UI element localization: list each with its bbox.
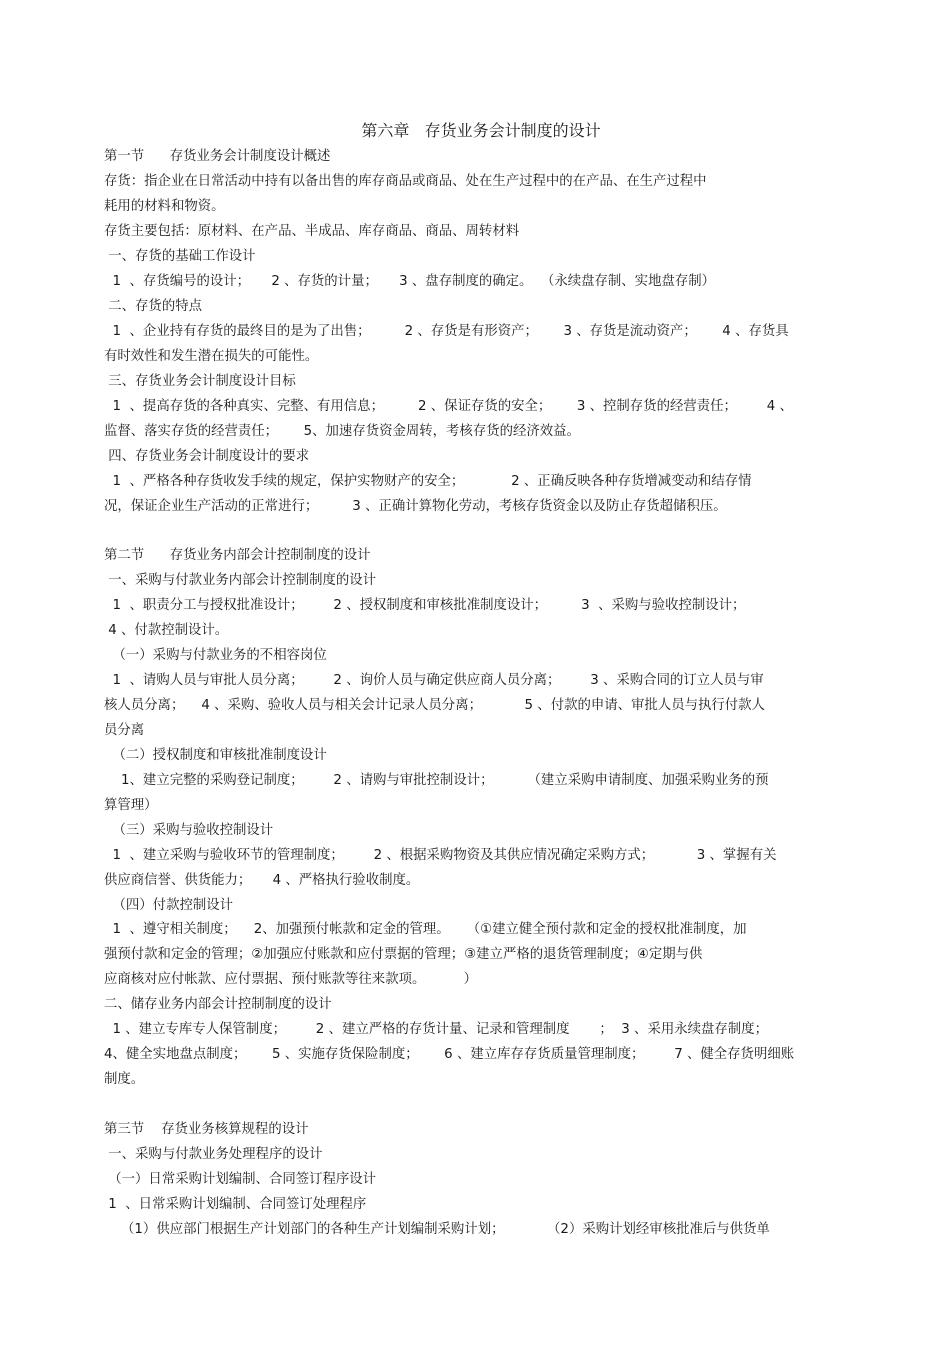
subheading: 一、存货的基础工作设计 xyxy=(104,249,256,264)
text-line: 1 、请购人员与审批人员分离； 2 、询价人员与确定供应商人员分离； 3 、采购合同的订立人员与审 xyxy=(104,673,764,688)
text-line: 应商核对应付帐款、应付票据、预付账款等往来款项。 ） xyxy=(104,972,478,987)
text-line: 核人员分离； 4 、采购、验收人员与相关会计记录人员分离； 5 、付款的申请、审批人员与执行付款人 xyxy=(104,698,765,713)
subheading: （四）付款控制设计 xyxy=(104,898,234,913)
subheading: 二、存货的特点 xyxy=(104,299,202,314)
subheading: 一、采购与付款业务处理程序的设计 xyxy=(104,1147,323,1162)
chapter-title: 第六章 存货业务会计制度的设计 xyxy=(361,121,601,140)
text-line: 存货主要包括：原材料、在产品、半成品、库存商品、商品、周转材料 xyxy=(104,224,520,239)
text-line: 1 、建立采购与验收环节的管理制度； 2 、根据采购物资及其供应情况确定采购方式； 3 、掌握有关 xyxy=(104,848,777,863)
text-line: 算管理） xyxy=(104,798,158,813)
text-line: 1 、提高存货的各种真实、完整、有用信息； 2 、保证存货的安全； 3 、控制存货的经营责任； 4 、 xyxy=(104,399,793,414)
text-line: 1 、建立专库专人保管制度； 2 、建立严格的存货计量、记录和管理制度 ； 3 、采用永续盘存制度； xyxy=(104,1022,768,1037)
subheading: （三）采购与验收控制设计 xyxy=(104,823,274,838)
subheading: （一）日常采购计划编制、合同签订程序设计 xyxy=(104,1172,377,1187)
section-heading-3: 第三节 存货业务核算规程的设计 xyxy=(104,1122,309,1137)
text-line: 1 、存货编号的设计； 2 、存货的计量； 3 、盘存制度的确定。 （永续盘存制、实地盘存制） xyxy=(104,274,716,289)
text-line: 供应商信誉、供货能力； 4 、严格执行验收制度。 xyxy=(104,873,420,888)
text-line: 员分离 xyxy=(104,723,145,738)
text-line: 制度。 xyxy=(104,1072,145,1087)
subheading: 四、存货业务会计制度设计的要求 xyxy=(104,449,310,464)
text-line: 存货：指企业在日常活动中持有以备出售的库存商品或商品、处在生产过程中的在产品、在生产过程中 xyxy=(104,174,707,189)
text-line: 1 、日常采购计划编制、合同签订处理程序 xyxy=(104,1197,367,1212)
text-line: （1）供应部门根据生产计划部门的各种生产计划编制采购计划； （2）采购计划经审核批准后与供货单 xyxy=(104,1222,770,1237)
text-line: 1 、遵守相关制度； 2、加强预付帐款和定金的管理。 （①建立健全预付款和定金的授权批准制度，加 xyxy=(104,922,747,937)
section-heading-1: 第一节 存货业务会计制度设计概述 xyxy=(104,149,331,164)
text-line: 1 、职责分工与授权批准设计； 2 、授权制度和审核批准制度设计； 3 、采购与验收控制设计； xyxy=(104,598,746,613)
subheading: 三、存货业务会计制度设计目标 xyxy=(104,374,296,389)
subheading: 一、采购与付款业务内部会计控制制度的设计 xyxy=(104,573,377,588)
section-heading-2: 第二节 存货业务内部会计控制制度的设计 xyxy=(104,548,371,563)
subheading: 二、储存业务内部会计控制制度的设计 xyxy=(104,997,332,1012)
text-line: 强预付款和定金的管理；②加强应付账款和应付票据的管理；③建立严格的退货管理制度；④定期与供 xyxy=(104,947,703,962)
text-line: 耗用的材料和物资。 xyxy=(104,199,225,214)
text-line: 4 、付款控制设计。 xyxy=(104,623,229,638)
text-line: 况，保证企业生产活动的正常进行； 3 、正确计算物化劳动，考核存货资金以及防止存货超储积压。 xyxy=(104,499,727,514)
text-line: 1 、严格各种存货收发手续的规定，保护实物财产的安全； 2 、正确反映各种存货增减变动和结存情 xyxy=(104,474,752,489)
text-line: 监督、落实存货的经营责任； 5、加速存货资金周转，考核存货的经济效益。 xyxy=(104,424,580,439)
text-line: 4、健全实地盘点制度； 5 、实施存货保险制度； 6 、建立库存存货质量管理制度； 7 、健全存货明细账 xyxy=(104,1047,795,1062)
text-line: 1 、企业持有存货的最终目的是为了出售； 2 、存货是有形资产； 3 、存货是流动资产； 4 、存货具 xyxy=(104,324,789,339)
subheading: （二）授权制度和审核批准制度设计 xyxy=(104,748,327,763)
text-line: 有时效性和发生潜在损失的可能性。 xyxy=(104,349,319,364)
subheading: （一）采购与付款业务的不相容岗位 xyxy=(104,648,327,663)
text-line: 1、建立完整的采购登记制度； 2 、请购与审批控制设计； （建立采购申请制度、加强采购业务的预 xyxy=(104,773,769,788)
